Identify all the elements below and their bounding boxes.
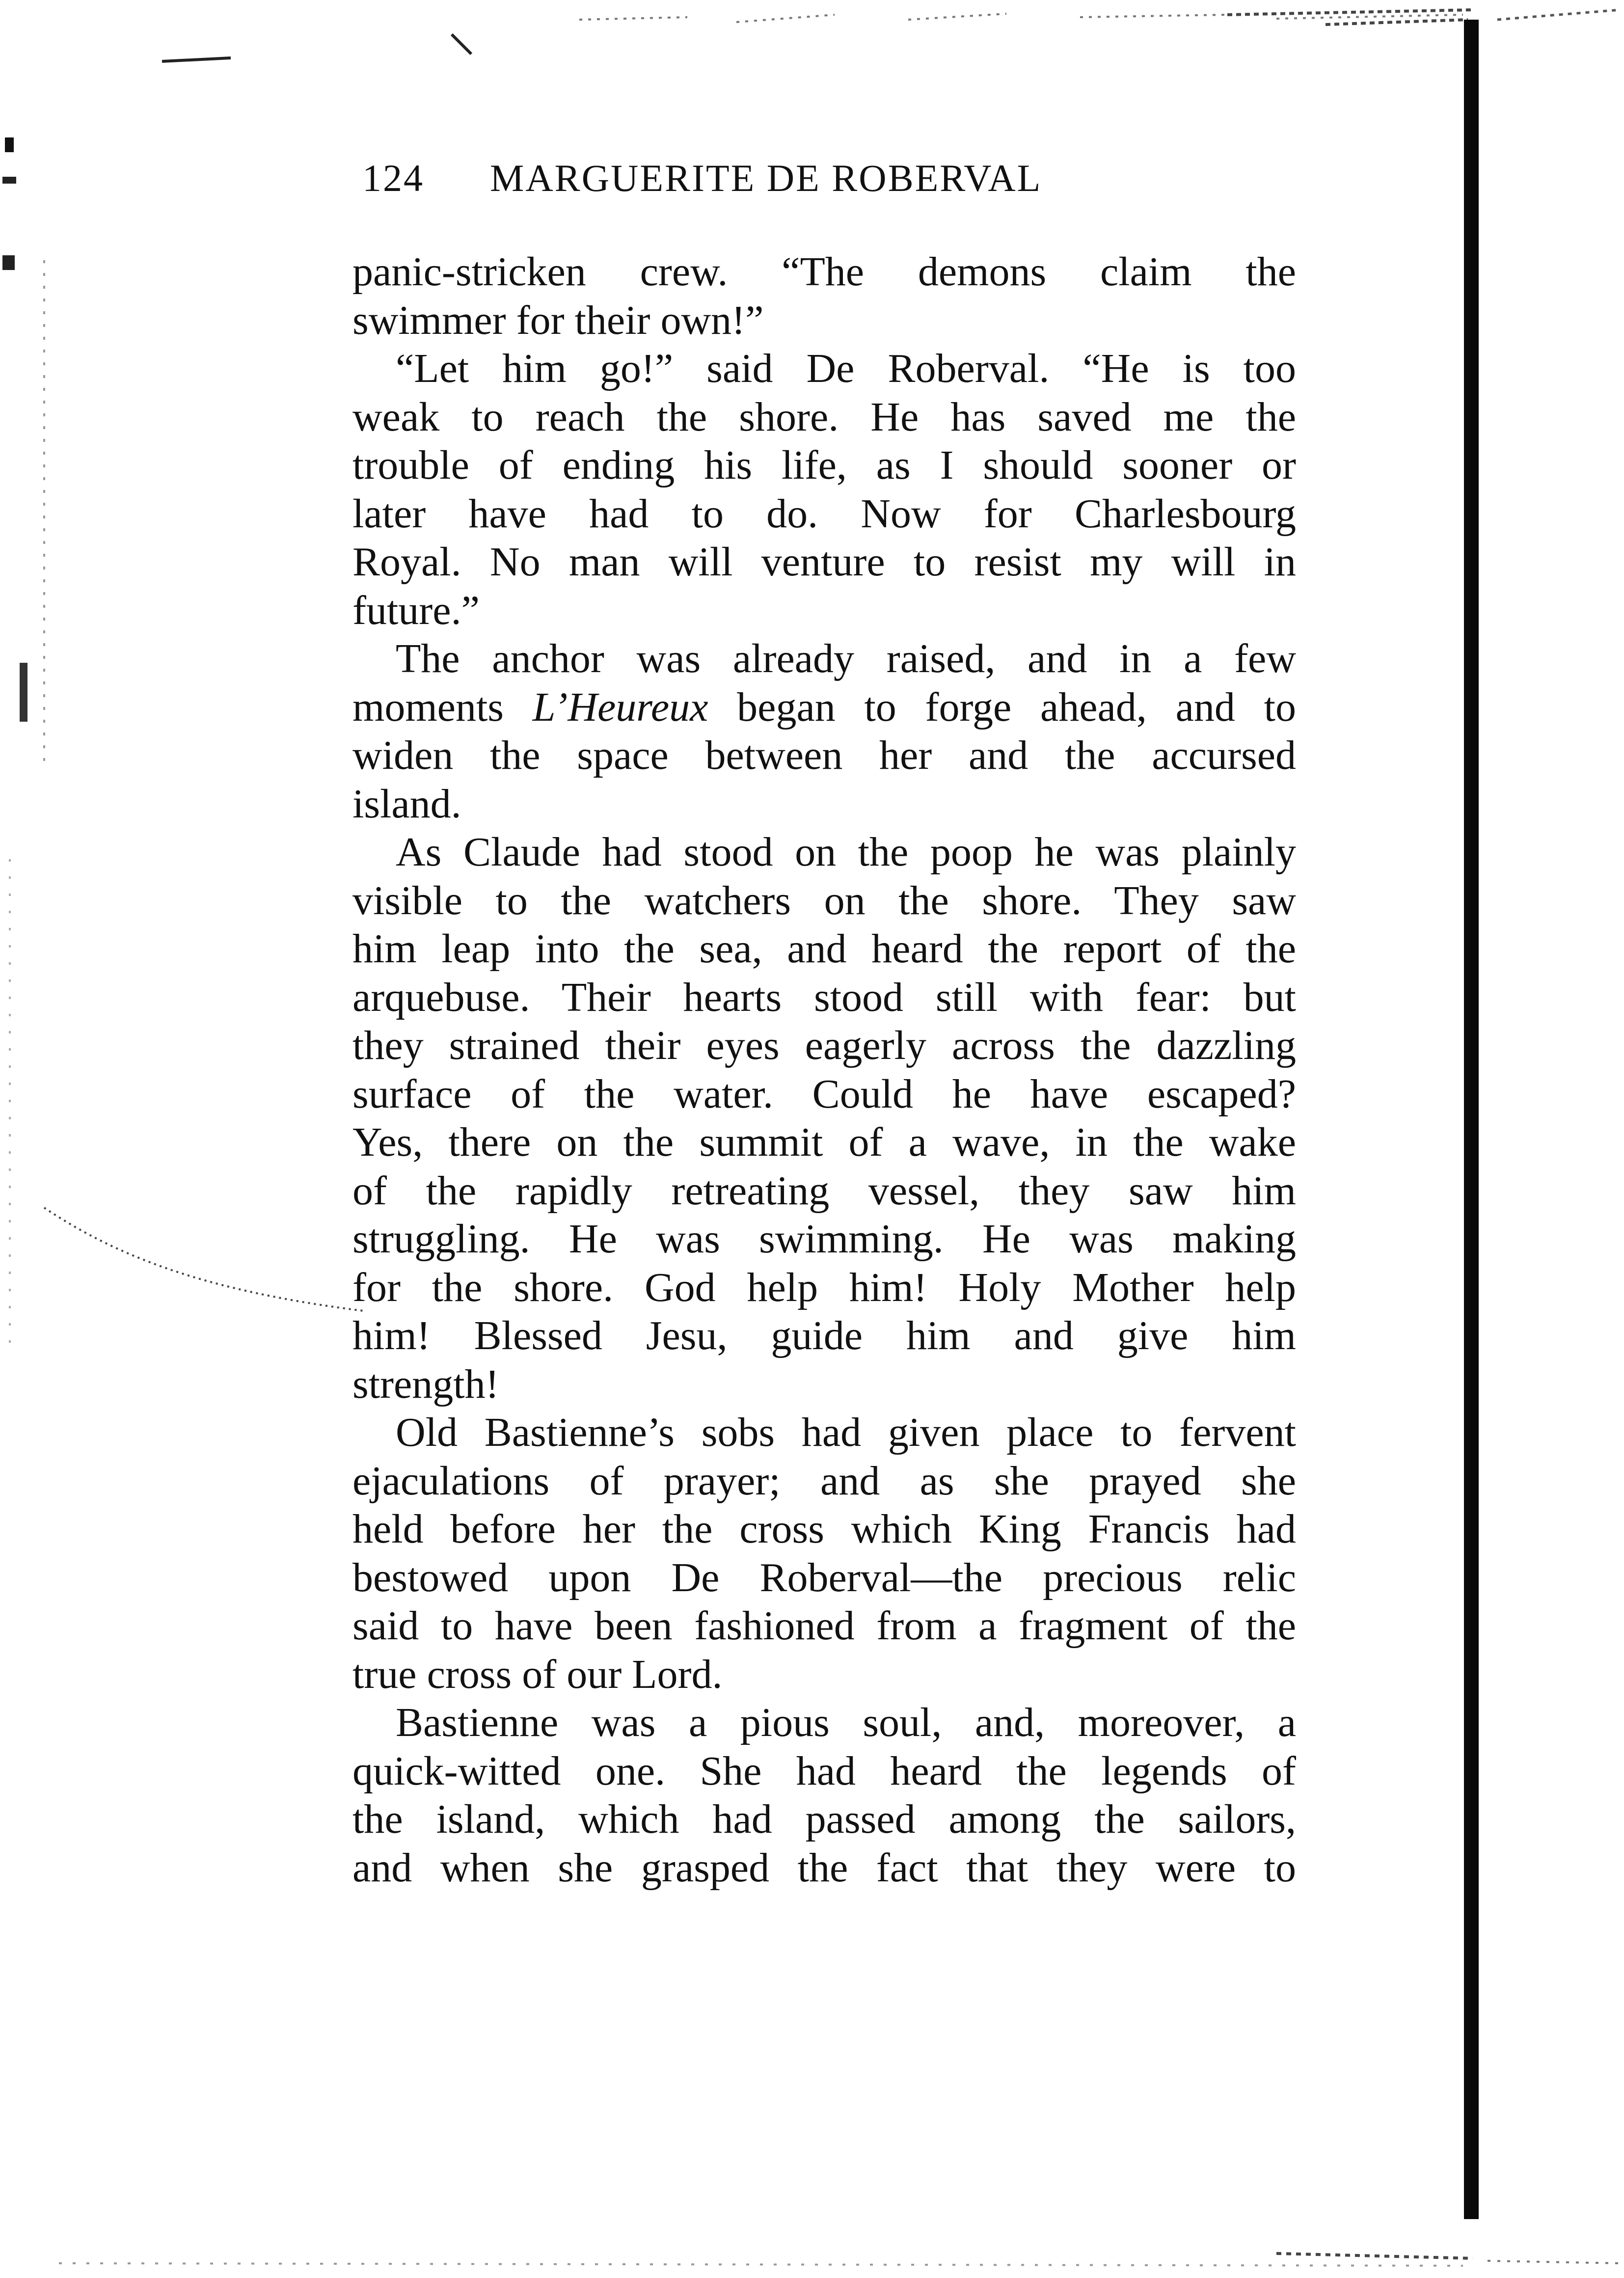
text-line-with-italic xyxy=(352,683,1296,732)
text-line: quick-witted one. She had heard the legends of xyxy=(352,1748,1296,1794)
text-line: “Let him go!” said De Roberval. “He is too xyxy=(396,346,1296,391)
text-line: Bastienne was a pious soul, and, moreover, a xyxy=(396,1700,1296,1745)
text-line: arquebuse. Their hearts stood still with fear: but xyxy=(352,974,1296,1020)
page-number: 124 xyxy=(362,157,424,199)
text-line: later have had to do. Now for Charlesbourg xyxy=(352,490,1296,537)
text-line: The anchor was already raised, and in a few xyxy=(396,636,1296,681)
text-line: island. xyxy=(352,781,461,827)
text-line: him leap into the sea, and heard the report of the xyxy=(352,926,1296,972)
text-line: future.” xyxy=(352,587,480,633)
text-line: widen the space between her and the accursed xyxy=(352,732,1296,778)
scan-noise-left xyxy=(0,74,74,1350)
text-line: him! Blessed Jesu, guide him and give him xyxy=(352,1313,1296,1358)
text-line: weak to reach the shore. He has saved me the xyxy=(352,394,1296,440)
text-line: Royal. No man will venture to resist my will in xyxy=(352,539,1296,585)
text-line: ejaculations of prayer; and as she prayed she xyxy=(352,1458,1296,1504)
text-line: said to have been fashioned from a fragment of the xyxy=(352,1603,1296,1649)
text-line: surface of the water. Could he have escaped? xyxy=(352,1071,1296,1117)
text-line: true cross of our Lord. xyxy=(352,1651,723,1697)
text-line: Yes, there on the summit of a wave, in the wake xyxy=(352,1119,1296,1165)
text-line: swimmer for their own!” xyxy=(352,297,764,343)
running-title: MARGUERITE DE ROBERVAL xyxy=(490,157,1042,199)
page-header xyxy=(362,156,1295,205)
text-line: Old Bastienne’s sobs had given place to fervent xyxy=(396,1410,1296,1455)
text-line: bestowed upon De Roberval—the precious relic xyxy=(352,1554,1296,1600)
text-line: visible to the watchers on the shore. They saw xyxy=(352,877,1296,923)
text-line: struggling. He was swimming. He was making xyxy=(352,1216,1296,1262)
binding-shadow xyxy=(1464,20,1479,2219)
text-line: held before her the cross which King Francis had xyxy=(352,1506,1296,1552)
text-line: panic-stricken crew. “The demons claim the xyxy=(352,249,1296,295)
text-line: of the rapidly retreating vessel, they saw him xyxy=(352,1167,1296,1214)
text-line: for the shore. God help him! Holy Mother help xyxy=(352,1264,1296,1310)
text-line: and when she grasped the fact that they were to xyxy=(352,1844,1296,1891)
text-line: As Claude had stood on the poop he was plainly xyxy=(396,829,1296,875)
pencil-curve-mark xyxy=(0,1178,373,1355)
ship-name-italic: L’Heureux xyxy=(532,684,708,730)
body-text xyxy=(352,248,1296,1892)
text-line: strength! xyxy=(352,1361,499,1407)
text-line: they strained their eyes eagerly across the dazzling xyxy=(352,1023,1296,1068)
line-part: began to forge ahead, and to xyxy=(708,684,1296,730)
text-line: trouble of ending his life, as I should sooner or xyxy=(352,442,1296,488)
scan-noise-top xyxy=(0,0,1624,79)
text-line: the island, which had passed among the sailors, xyxy=(352,1796,1296,1842)
scan-noise-bottom xyxy=(0,2180,1624,2278)
line-part: moments xyxy=(352,684,533,730)
